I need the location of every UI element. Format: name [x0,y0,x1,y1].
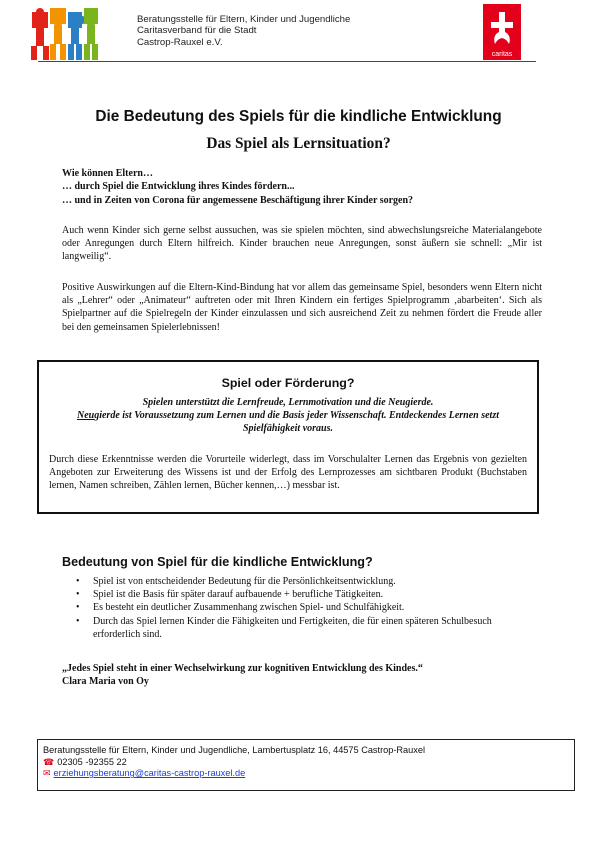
list-item: • Es besteht ein deutlicher Zusammenhang zwischen Spiel- und Schulfähigkeit. [76,602,405,614]
footer-email-row [43,768,425,780]
puzzle-people-logo [28,4,102,64]
puzzle-piece-blue [68,12,86,60]
box-emphasis-line: Spielen unterstützt die Lernfreude, Lernmotivation und die Neugierde. [142,397,434,408]
page-subtitle: Das Spiel als Lernsituation? [206,135,391,152]
page-title: Die Bedeutung des Spiels für die kindliche Entwicklung [95,108,502,125]
box-body: Durch diese Erkenntnisse werden die Vorurteile widerlegt, dass im Vorschulalter Lernen das Ergebnis von gezielten Angeboten zur Erweiterung des Wissens ist und der Erfolg des Lernprozesses am sichtbaren Produkt (Buchstaben lernen, Namen schreiben, Zählen lernen, Bücher kennen,…) messbar ist. [49,454,527,492]
section-title: Bedeutung von Spiel für die kindliche Entwicklung? [62,555,373,569]
box-emphasis-rest: gierde ist Voraussetzung zum Lernen und die Basis jeder Wissenschaft. Entdeckendes Lernen setzt Spielfähigkeit voraus. [94,410,499,434]
paragraph-materials: Auch wenn Kinder sich gerne selbst aussuchen, was sie spielen möchten, sind abwechslungsreiche Materialangebote oder Anregungen durch Eltern hilfreich. Kinder brauchen neue Anregungen, sonst äußern sie schnell: „Mir ist langweilig“. [62,225,542,263]
footer-phone [43,757,425,769]
quote [62,662,423,689]
caritas-logo-text: caritas [491,51,513,58]
bullet-list [76,575,526,641]
paragraph-bonding: Positive Auswirkungen auf die Eltern-Kind-Bindung hat vor allem das gemeinsame Spiel, besonders wenn Eltern nicht als „Lehrer“ oder „Animateur“ auftreten oder mit Ihren Kindern ein fertiges Spielprogramm ‚abarbeiten‘. Sich als Spielpartner auf die Spielregeln der Kinder einzulassen und sich ausreichend Zeit zu nehmen fördert die Freude aller bei den gemeinsamen Spielerlebnissen! [62,282,542,333]
footer-address: Beratungsstelle für Eltern, Kinder und Jugendliche, Lambertusplatz 16, 44575 Castrop-Rauxel [43,745,426,755]
phone-icon: ☎ [43,756,55,767]
bullet-icon: • [76,615,80,627]
box-emphasis-line [49,409,527,435]
underlined-word: Neu [76,410,95,421]
intro-question: … durch Spiel die Entwicklung ihres Kindes fördern... [62,181,295,193]
intro-question: … und in Zeiten von Corona für angemessene Beschäftigung ihrer Kinder sorgen? [62,194,414,206]
bullet-icon: • [76,602,80,614]
puzzle-piece-red [31,8,49,60]
phone-number: 02305 -92355 22 [57,756,127,767]
list-item: • Spiel ist von entscheidender Bedeutung für die Persönlichkeitsentwicklung. [76,576,396,587]
quote-text: „Jedes Spiel steht in einer Wechselwirkung zur kognitiven Entwicklung des Kindes.“ [62,663,423,674]
intro-question: Wie können Eltern… [62,168,153,179]
info-box [37,360,539,514]
bullet-icon: • [76,576,80,587]
box-title: Spiel oder Förderung? [221,376,355,390]
organization-name [137,14,350,48]
list-item: • Durch das Spiel lernen Kinder die Fähigkeiten und Fertigkeiten, die für einen späteren Schulbesuch erforderlich sind. [76,615,492,640]
caritas-flame-cross-icon [483,6,521,50]
org-line: Castrop-Rauxel e.V. [137,36,223,48]
puzzle-piece-green [84,8,98,60]
puzzle-piece-orange [50,8,66,60]
envelope-icon: ✉ [43,768,51,779]
list-item: • Spiel ist die Basis für später darauf aufbauende + berufliche Tätigkeiten. [76,589,384,601]
email-link[interactable]: erziehungsberatung@caritas-castrop-rauxel.de [53,768,246,779]
org-line: Beratungsstelle für Eltern, Kinder und Jugendliche [137,14,351,25]
quote-author: Clara Maria von Oy [62,676,149,688]
caritas-logo [483,4,521,60]
header-divider [38,61,536,62]
footer-contact-box [37,739,575,791]
intro-questions [62,167,413,207]
box-emphasis [49,396,527,435]
bullet-icon: • [76,589,80,601]
org-line: Caritasverband für die Stadt [137,25,257,37]
